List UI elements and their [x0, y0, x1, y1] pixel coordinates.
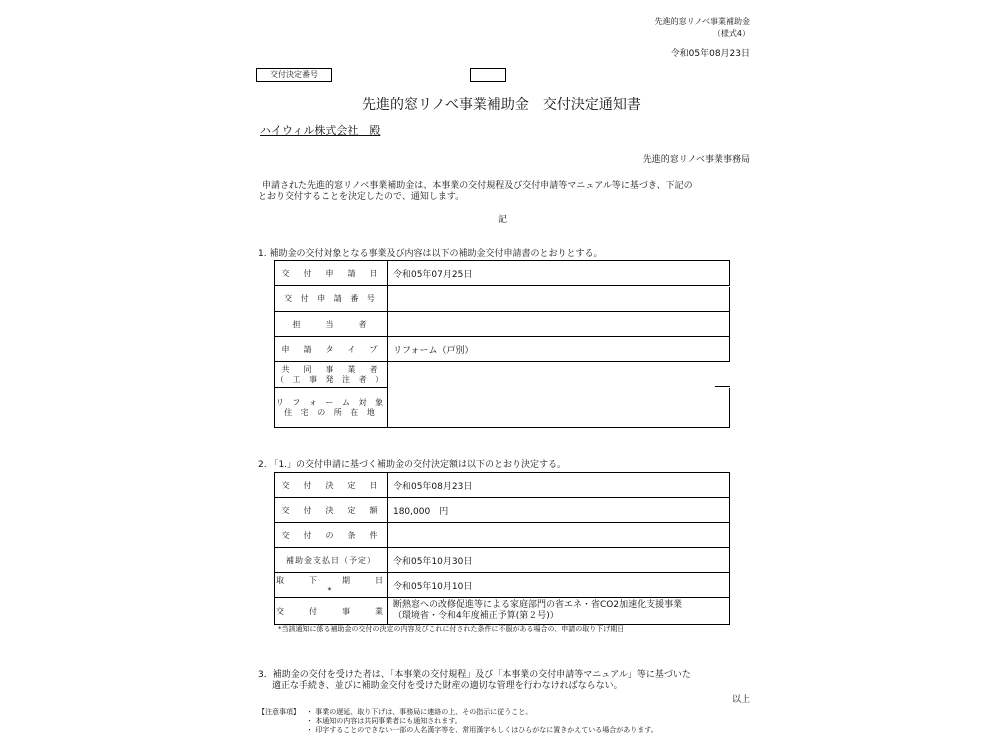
intro-line-2: とおり交付することを決定したので、通知します。 [258, 192, 465, 202]
notes-label: 【注意事項】 [258, 708, 300, 716]
row-value: 令和05年10月10日 [387, 573, 729, 598]
grant-number-label: 交付決定番号 [256, 68, 332, 82]
row-value [387, 523, 729, 548]
table-row [275, 548, 730, 573]
issue-date: 令和05年08月23日 [670, 49, 750, 59]
row-label: 取 下 期 日* [275, 573, 388, 598]
table-row [275, 286, 730, 312]
row-value [387, 362, 729, 388]
row-label: 交 付 事 業 [275, 598, 388, 625]
table-row [275, 598, 730, 625]
table-row [275, 362, 730, 388]
row-label: 交 付 申 請 日 [275, 261, 388, 286]
section3-line-1: 3．補助金の交付を受けた者は、「本事業の交付規程」及び「本事業の交付申請等マニュアル」等に基づいた [258, 670, 691, 680]
row-value [387, 598, 729, 625]
page-title: 先進的窓リノベ事業補助金 交付決定通知書 [362, 97, 641, 113]
row-label: 申 請 タ イ プ [275, 337, 388, 362]
section2-heading: 2. 「1.」の交付申請に基づく補助金の交付決定額は以下のとおり決定する。 [258, 460, 567, 470]
section1-table [274, 260, 730, 428]
row-value-line1: 断熱窓への改修促進等による家庭部門の省エネ・省CO2加速化支援事業 [392, 600, 683, 610]
section1-heading: 1. 補助金の交付対象となる事業及び内容は以下の補助金交付申請書のとおりとする。 [258, 249, 603, 259]
table-row [275, 337, 730, 362]
form-number: （様式4） [712, 29, 750, 38]
table-row [275, 473, 730, 498]
row-label: 担 当 者 [275, 312, 388, 337]
table-row [275, 573, 730, 598]
partial-rule [715, 386, 730, 387]
row-label [275, 388, 388, 428]
row-label-line1: リ フ ォ ー ム 対 象 [275, 397, 387, 407]
row-value: 令和05年08月23日 [387, 473, 729, 498]
row-label: 交 付 の 条 件 [275, 523, 388, 548]
table-row [275, 261, 730, 286]
row-value [387, 388, 729, 428]
section2-footnote: *当該通知に係る補助金の交付の決定の内容及びこれに付された条件に不服がある場合の、申請の取り下げ期日 [278, 625, 625, 633]
row-value: リフォーム（戸別） [387, 337, 729, 362]
ijou-marker: 以上 [731, 695, 750, 705]
partial-rule [585, 311, 730, 312]
note-item: ・ 事業の遅延、取り下げは、事務局に連絡の上、その指示に従うこと。 [306, 708, 533, 716]
ki-marker: 記 [498, 215, 508, 225]
issuer: 先進的窓リノベ事業事務局 [642, 155, 750, 165]
program-name-header: 先進的窓リノベ事業補助金 [654, 17, 750, 26]
row-label-line2: （ 工 事 発 注 者 ） [275, 374, 387, 384]
row-value-line2: （環境省・令和4年度補正予算(第２号)） [392, 611, 559, 621]
row-label-line1: 共 同 事 業 者 [281, 364, 381, 374]
grant-number-box [470, 68, 506, 82]
row-label: 交 付 決 定 額 [275, 498, 388, 523]
note-item: ・ 印字することのできない一部の人名漢字等を、常用漢字もしくはひらがなに置きかえている場合があります。 [306, 726, 658, 734]
partial-vrule [729, 287, 730, 311]
recipient: ハイウィル株式会社 殿 [260, 124, 381, 137]
table-row [275, 523, 730, 548]
note-item: ・ 本通知の内容は共同事業者にも通知されます。 [306, 717, 462, 725]
table-row [275, 388, 730, 428]
row-value: 令和05年07月25日 [387, 261, 729, 286]
row-value: 令和05年10月30日 [387, 548, 729, 573]
row-value [387, 286, 729, 312]
section2-table [274, 472, 730, 625]
table-row [275, 312, 730, 337]
row-label-line2: 住 宅 の 所 在 地 [284, 407, 378, 417]
table-row [275, 498, 730, 523]
section3-line-2: 適正な手続き、並びに補助金交付を受けた財産の適切な管理を行わなければならない。 [272, 681, 623, 691]
row-value: 180,000 円 [387, 498, 729, 523]
row-label: 補助金支払日（予定） [275, 548, 388, 573]
intro-line-1: 申請された先進的窓リノベ事業補助金は、本事業の交付規程及び交付申請等マニュアル等に基づき、下記の [262, 181, 693, 191]
row-label: 交 付 決 定 日 [275, 473, 388, 498]
row-value [387, 312, 729, 337]
row-label: 交 付 申 請 番 号 [275, 286, 388, 312]
row-label [275, 362, 388, 388]
